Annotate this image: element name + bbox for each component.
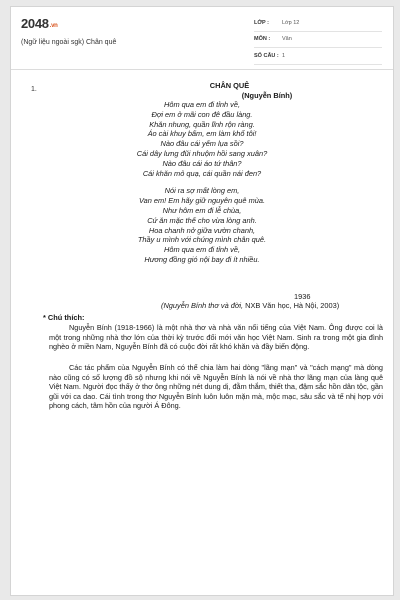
meta-label: SỐ CÂU :	[254, 52, 279, 59]
poem-stanza-1	[11, 100, 393, 178]
poem-line: Hôm qua em đi tỉnh về,	[164, 100, 240, 109]
poem-line: Hương đồng gió nội bay đi ít nhiều.	[144, 254, 260, 264]
poem-year: 1936	[294, 292, 311, 301]
question-number: 1.	[31, 86, 37, 93]
notes-paragraph-1: Nguyễn Bính (1918-1966) là một nhà thơ và nhà văn nổi tiếng của Việt Nam. Ông được coi là một trong những nhà thơ lớn của thời kỳ trước đổi mới văn học Việt Nam. Sinh ra trong một gia đình nghèo ở miền Nam, Nguyễn Bính đã có cuộc đời rất khó khăn và đầy biến động.	[49, 323, 383, 352]
meta-row-count	[254, 48, 382, 65]
poem-line: Hoa chanh nở giữa vườn chanh,	[148, 225, 256, 235]
meta-value: Văn	[282, 36, 292, 43]
poem-line: Cứ ăn mặc thế cho vừa lòng anh.	[147, 215, 257, 225]
poem-line: Khăn nhung, quần lĩnh rộn ràng.	[149, 119, 255, 129]
meta-label: LỚP :	[254, 19, 269, 26]
logo-text: 2048	[21, 16, 49, 31]
poem-line: Thầy u mình với chúng mình chân quê.	[137, 235, 267, 245]
poem-line: Van em! Em hãy giữ nguyên quê mùa.	[138, 196, 266, 206]
poem-title: CHÂN QUÊ	[209, 81, 250, 90]
logo-suffix: .vn	[49, 23, 58, 29]
poem-line: Như hôm em đi lễ chùa,	[162, 205, 242, 215]
poem-line: Nào đâu cái áo tứ thân?	[162, 158, 242, 168]
meta-row-class	[254, 15, 382, 32]
poem-line: Cái dây lưng đũi nhuộm hồi sang xuân?	[136, 148, 268, 158]
poem-line: Nào đâu cái yếm lụa sồi?	[160, 139, 244, 149]
poem-author: (Nguyễn Bính)	[241, 91, 293, 100]
meta-table	[254, 15, 382, 65]
poem-line: Cái khăn mỏ quạ, cái quần nái đen?	[142, 168, 262, 178]
poem-line: Hôm qua em đi tỉnh về,	[164, 245, 240, 255]
poem	[11, 81, 393, 265]
source-book-title: (Nguyễn Bính thơ và đời,	[161, 301, 244, 310]
poem-line: Đợi em ở mãi con đê đầu làng.	[151, 109, 253, 119]
site-logo[interactable]	[21, 16, 58, 31]
document-subtitle: (Ngữ liệu ngoài sgk) Chân quê	[21, 39, 117, 46]
poem-stanza-2	[11, 186, 393, 264]
source-publisher: NXB Văn học, Hà Nội, 2003)	[243, 301, 340, 310]
notes-paragraph-2: Các tác phẩm của Nguyễn Bính có thể chia làm hai dòng "lãng mạn" và "cách mạng" mà dòng nào cũng có số lượng đồ sộ nhưng khi nói về Nguyễn Bính là nói về nhà thơ lãng mạn của làng quê Việt Nam. Người đọc thấy ở thơ ông những nét dung dị, đằm thắm, thiết tha, đậm sắc hồn dân tộc, gần gũi với ca dao. Cái tình trong thơ Nguyễn Bính luôn luôn mặn mà, mộc mạc, sâu sắc và tế nhị hợp với phong cách, tâm hồn của người Á Đông.	[49, 363, 383, 411]
header-divider	[11, 69, 393, 70]
meta-value: Lớp 12	[282, 19, 300, 26]
meta-value: 1	[282, 52, 286, 59]
stanza-gap	[11, 178, 393, 186]
meta-row-subject	[254, 32, 382, 49]
meta-label: MÔN :	[254, 36, 271, 43]
document-page	[10, 6, 394, 596]
notes-heading: * Chú thích:	[43, 313, 85, 322]
poem-source	[161, 301, 339, 310]
poem-line: Nói ra sợ mất lòng em,	[164, 186, 240, 196]
poem-line: Áo cài khuy bấm, em làm khổ tôi!	[147, 129, 257, 139]
